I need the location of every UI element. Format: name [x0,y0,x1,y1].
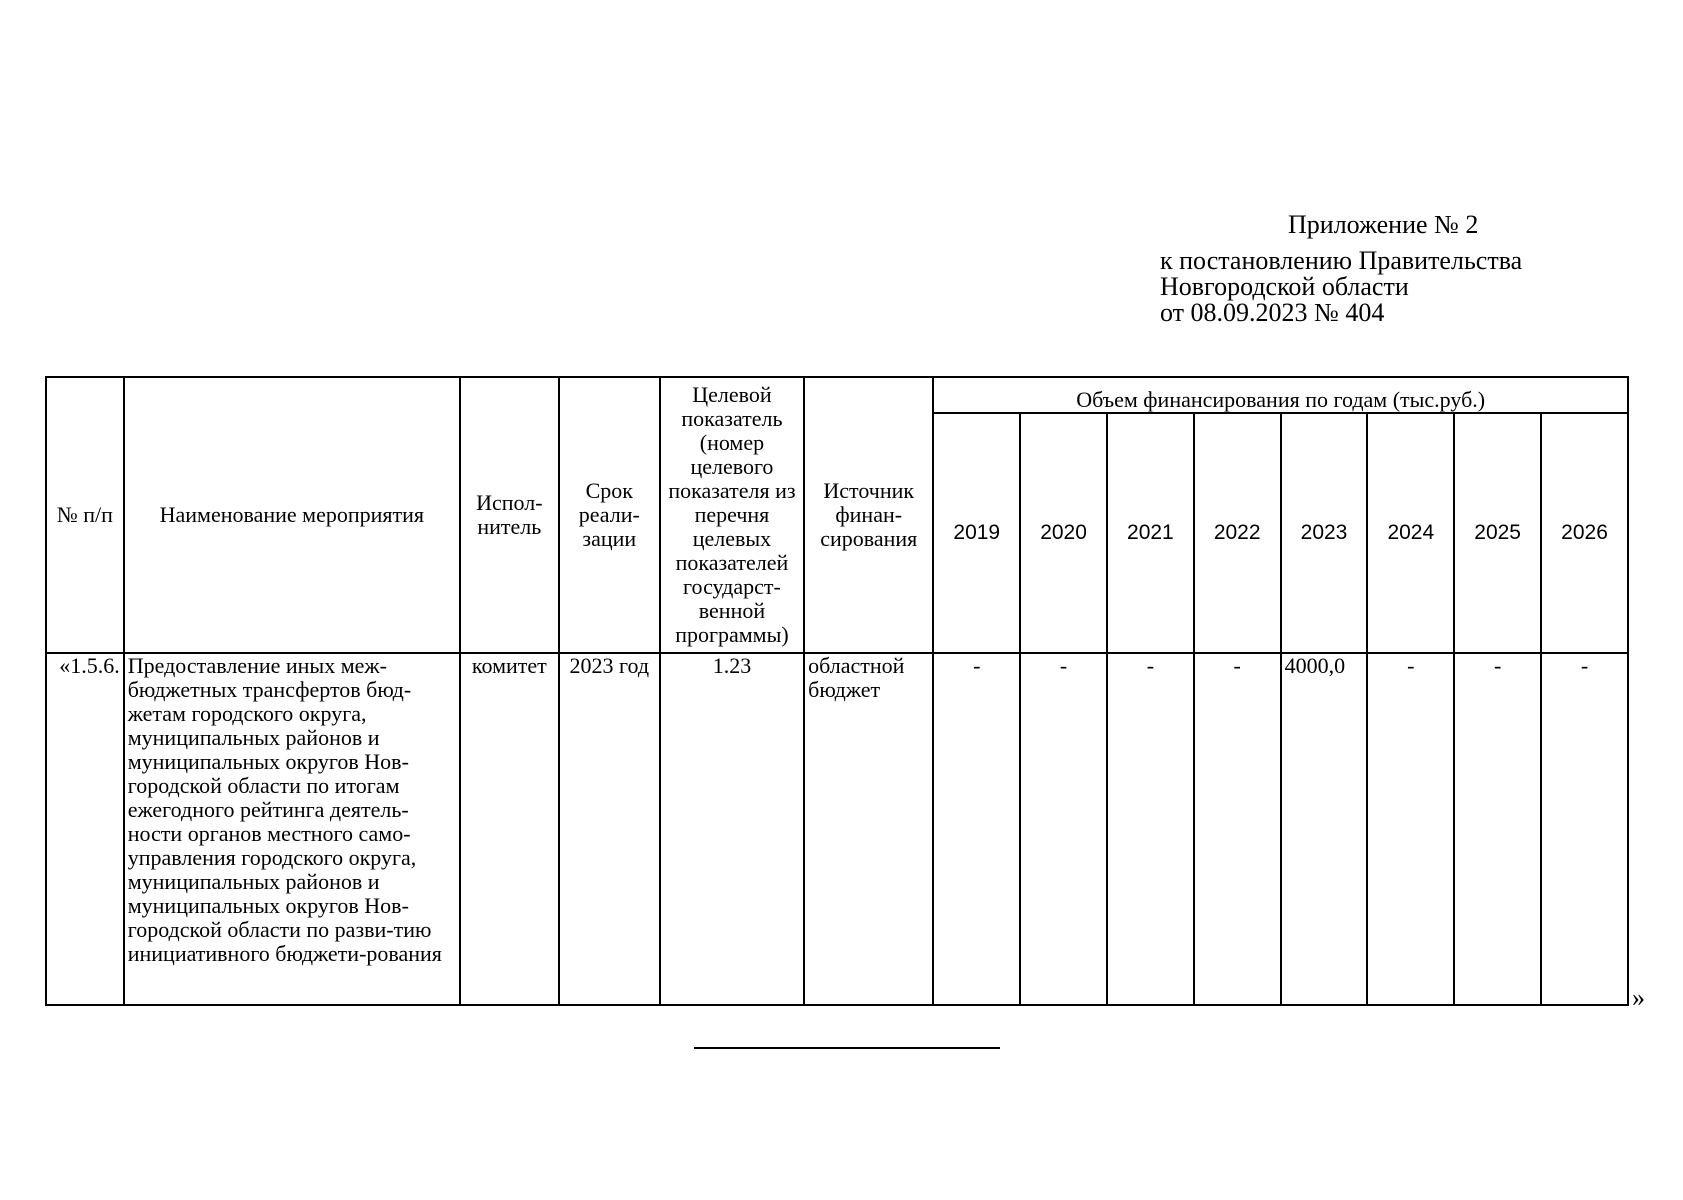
appendix-line-2: Новгородской области [1160,272,1409,301]
header-term: Срок реали-зации [559,377,660,653]
header-year: 2026 [1541,413,1628,653]
row-value-2025: - [1454,653,1541,1005]
header-name: Наименование мероприятия [124,377,460,653]
end-rule [694,1047,1000,1049]
row-value-2019: - [933,653,1020,1005]
header-year: 2019 [933,413,1020,653]
row-target: 1.23 [660,653,804,1005]
table-row [46,653,1628,1005]
appendix-block [1160,212,1522,326]
appendix-title: Приложение № 2 [1288,210,1479,239]
header-funding-group: Объем финансирования по годам (тыс.руб.) [933,377,1628,413]
header-year: 2024 [1367,413,1454,653]
header-year: 2020 [1020,413,1107,653]
row-value-2024: - [1367,653,1454,1005]
row-value-2020: - [1020,653,1107,1005]
row-executor: комитет [460,653,559,1005]
header-year: 2022 [1194,413,1281,653]
header-year: 2023 [1281,413,1368,653]
header-executor: Испол-нитель [460,377,559,653]
row-value-2023: 4000,0 [1281,653,1368,1005]
row-name: Предоставление иных меж-бюджетных трансфертов бюд-жетам городского округа, муниципальных районов и муниципальных округов Нов-городской области по итогам ежегодного рейтинга деятель-ности органов местного само-управления городского округа, муниципальных районов и муниципальных округов Нов-городской области по разви-тию инициативного бюджети-рования [124,653,460,1005]
header-num: № п/п [46,377,124,653]
header-year: 2025 [1454,413,1541,653]
row-value-2026: - [1541,653,1628,1005]
row-value-2022: - [1194,653,1281,1005]
row-term: 2023 год [559,653,660,1005]
appendix-line-3: от 08.09.2023 № 404 [1160,298,1385,327]
row-value-2021: - [1107,653,1194,1005]
closing-quote: » [1632,983,1645,1012]
header-year: 2021 [1107,413,1194,653]
appendix-line-1: к постановлению Правительства [1160,246,1523,275]
funding-table [45,376,1629,1006]
row-num: «1.5.6. [46,653,124,1005]
header-target: Целевой показатель (номер целевого показателя из перечня целевых показателей государст-венной программы) [660,377,804,653]
row-source: областной бюджет [804,653,933,1005]
header-source: Источник финан-сирования [804,377,933,653]
